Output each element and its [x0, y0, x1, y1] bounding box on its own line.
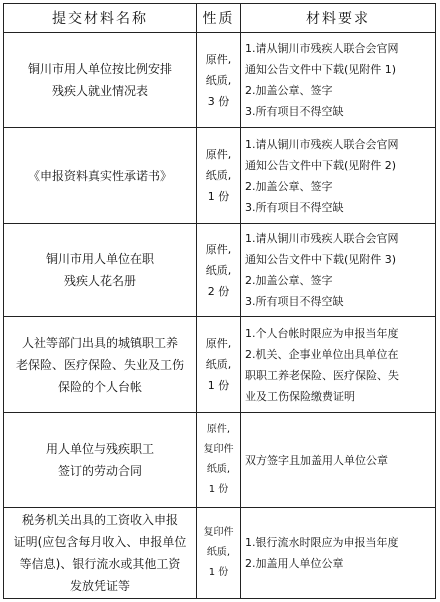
table-row — [4, 128, 436, 224]
requirement-line: 双方签字且加盖用人单位公章 — [245, 453, 388, 467]
nature-line: 原件, — [206, 424, 231, 435]
requirement-line: 通知公告文件中下载(见附件 2) — [245, 158, 397, 172]
nature-cell — [197, 33, 241, 128]
nature-line: 纸质, — [206, 547, 231, 558]
requirement-line: 2.加盖公章、签字 — [245, 179, 333, 193]
table-row — [4, 508, 436, 599]
requirement-line: 3.所有项目不得空缺 — [245, 200, 344, 214]
material-name-line: 老保险、医疗保险、失业及工伤 — [15, 357, 184, 372]
requirements-cell — [241, 413, 436, 508]
requirement-line: 通知公告文件中下载(见附件 1) — [245, 63, 397, 76]
material-name-line: 税务机关出具的工资收入申报 — [21, 513, 178, 527]
requirement-line: 2.加盖公章、签字 — [245, 274, 333, 287]
requirement-line: 2.机关、企事业单位出具单位在 — [245, 347, 399, 361]
material-name-line: 人社等部门出具的城镇职工养 — [21, 335, 178, 350]
material-name-cell — [4, 317, 197, 413]
nature-line: 纸质, — [205, 358, 232, 371]
requirements-cell — [241, 224, 436, 317]
header-nature: 性质 — [197, 4, 241, 33]
material-name-cell — [4, 508, 197, 599]
requirement-line: 通知公告文件中下载(见附件 3) — [245, 253, 397, 266]
material-name-line: 证明(应包含每月收入、申报单位 — [13, 535, 187, 549]
nature-line: 原件, — [205, 148, 232, 161]
requirement-line: 业及工伤保险缴费证明 — [245, 389, 355, 403]
requirement-line: 职职工养老保险、医疗保险、失 — [245, 368, 399, 382]
nature-line: 1 份 — [208, 567, 229, 578]
material-name-line: 《申报资料真实性承诺书》 — [27, 168, 172, 183]
requirements-cell — [241, 128, 436, 224]
requirement-line: 1.银行流水时限应为申报当年度 — [245, 536, 399, 549]
header-requirements: 材料要求 — [241, 4, 436, 33]
nature-line: 1 份 — [208, 484, 229, 495]
nature-line: 2 份 — [207, 284, 230, 298]
materials-table — [3, 3, 436, 599]
requirements-cell — [241, 508, 436, 599]
nature-line: 纸质, — [206, 464, 231, 475]
nature-cell — [197, 128, 241, 224]
nature-line: 纸质, — [205, 73, 232, 87]
table-row — [4, 224, 436, 317]
nature-cell — [197, 508, 241, 599]
nature-line: 1 份 — [207, 190, 230, 203]
requirement-line: 1.请从铜川市残疾人联合会官网 — [245, 232, 399, 245]
requirement-line: 1.个人台帐时限应为申报当年度 — [245, 326, 399, 340]
header-material-name: 提交材料名称 — [4, 4, 197, 33]
requirement-line: 1.请从铜川市残疾人联合会官网 — [245, 137, 399, 151]
table-row — [4, 413, 436, 508]
nature-line: 复印件 — [203, 527, 234, 538]
nature-line: 纸质, — [205, 263, 232, 277]
requirements-cell — [241, 33, 436, 128]
material-name-line: 残疾人花名册 — [63, 274, 136, 288]
material-name-line: 保险的个人台帐 — [57, 379, 142, 394]
material-name-line: 铜川市用人单位在职 — [45, 252, 154, 266]
material-name-cell — [4, 413, 197, 508]
material-name-cell — [4, 128, 197, 224]
material-name-cell — [4, 33, 197, 128]
nature-line: 复印件 — [203, 444, 234, 455]
nature-line: 纸质, — [205, 169, 232, 182]
requirements-cell — [241, 317, 436, 413]
requirement-line: 2.加盖公章、签字 — [245, 84, 333, 97]
nature-cell — [197, 317, 241, 413]
table-row — [4, 317, 436, 413]
nature-line: 原件, — [205, 337, 232, 350]
header-row — [4, 4, 436, 33]
requirement-line: 3.所有项目不得空缺 — [245, 105, 344, 118]
requirement-line: 2.加盖用人单位公章 — [245, 557, 344, 570]
material-name-line: 铜川市用人单位按比例安排 — [27, 62, 172, 76]
material-name-line: 等信息)、银行流水或其他工资 — [19, 557, 181, 571]
material-name-line: 发放凭证等 — [69, 579, 130, 593]
nature-cell — [197, 224, 241, 317]
material-name-line: 用人单位与残疾职工 — [45, 442, 154, 456]
nature-cell — [197, 413, 241, 508]
table-row — [4, 33, 436, 128]
nature-line: 3 份 — [207, 94, 230, 108]
nature-line: 原件, — [205, 242, 232, 256]
material-name-cell — [4, 224, 197, 317]
material-name-line: 残疾人就业情况表 — [51, 84, 148, 98]
requirement-line: 3.所有项目不得空缺 — [245, 295, 344, 308]
material-name-line: 签订的劳动合同 — [57, 464, 142, 478]
requirement-line: 1.请从铜川市残疾人联合会官网 — [245, 42, 399, 55]
nature-line: 原件, — [205, 52, 232, 66]
nature-line: 1 份 — [207, 379, 230, 392]
